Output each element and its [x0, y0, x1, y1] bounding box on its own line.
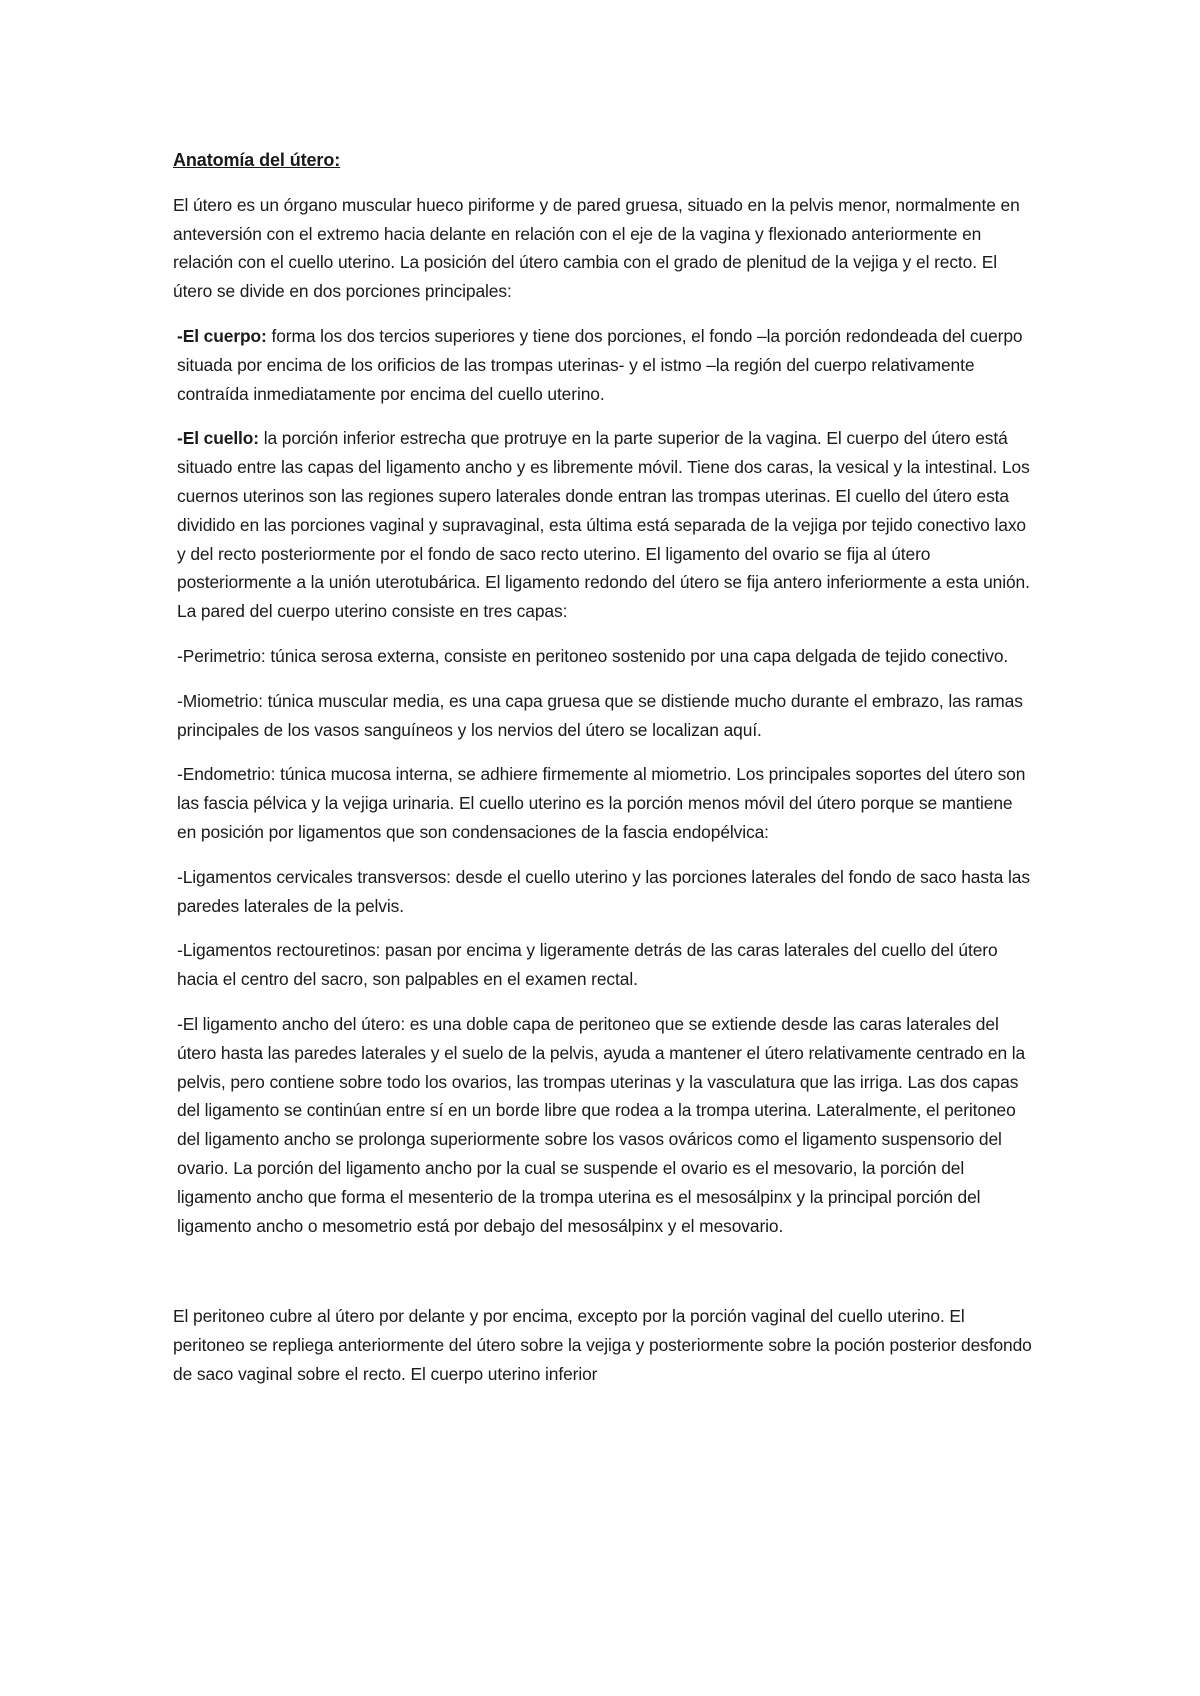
perimetrio-paragraph: -Perimetrio: túnica serosa externa, consiste en peritoneo sostenido por una capa delgada de tejido conectivo. — [177, 645, 1009, 666]
cuerpo-heading: -El cuerpo: — [177, 325, 267, 346]
document-title: Anatomía del útero: — [173, 150, 341, 170]
ligamentos-cervicales-paragraph: -Ligamentos cervicales transversos: desde el cuello uterino y las porciones laterales del fondo de saco hasta las paredes laterales de la pelvis. — [177, 866, 1030, 916]
endometrio-paragraph: -Endometrio: túnica mucosa interna, se adhiere firmemente al miometrio. Los principales soportes del útero son las fascia pélvica y la vejiga urinaria. El cuello uterino es la porción menos móvil del útero porque se mantiene en posición por ligamentos que son condensaciones de la fascia endopélvica: — [177, 764, 1026, 842]
miometrio-paragraph: -Miometrio: túnica muscular media, es una capa gruesa que se distiende mucho durante el embrazo, las ramas principales de los vasos sanguíneos y los nervios del útero se localizan aquí. — [177, 690, 1023, 740]
paragraph-spacer — [173, 1256, 1033, 1302]
intro-paragraph: El útero es un órgano muscular hueco piriforme y de pared gruesa, situado en la pelvis menor, normalmente en anteversión con el extremo hacia delante en relación con el eje de la vagina y flexionado anteriormente en relación con el cuello uterino. La posición del útero cambia con el grado de plenitud de la vejiga y el recto. El útero se divide en dos porciones principales: — [173, 194, 1020, 302]
cuerpo-text: forma los dos tercios superiores y tiene dos porciones, el fondo –la porción redondeada del cuerpo situada por encima de los orificios de las trompas uterinas- y el istmo –la región del cuerpo relativamente contraída inmediatamente por encima del cuello uterino. — [177, 325, 1023, 404]
peritoneo-paragraph: El peritoneo cubre al útero por delante y por encima, excepto por la porción vaginal del cuello uterino. El peritoneo se repliega anteriormente del útero sobre la vejiga y posteriormente sobre la poción posterior desfondo de saco vaginal sobre el recto. El cuerpo uterino inferior — [173, 1306, 1032, 1384]
cuello-paragraph — [177, 424, 1033, 626]
cuello-heading: -El cuello: — [177, 428, 259, 449]
ligamento-ancho-paragraph: -El ligamento ancho del útero: es una doble capa de peritoneo que se extiende desde las caras laterales del útero hasta las paredes laterales y el suelo de la pelvis, ayuda a mantener el útero relativamente centrado en la pelvis, pero contiene sobre todo los ovarios, las trompas uterinas y la vasculatura que las irriga. Las dos capas del ligamento se continúan entre sí en un borde libre que rodea a la trompa uterina. Lateralmente, el peritoneo del ligamento ancho se prolonga superiormente sobre los vasos ováricos como el ligamento suspensorio del ovario. La porción del ligamento ancho por la cual se suspende el ovario es el mesovario, la porción del ligamento ancho que forma el mesenterio de la trompa uterina es el mesosálpinx y la principal porción del ligamento ancho o mesometrio está por debajo del mesosálpinx y el mesovario. — [177, 1013, 1026, 1236]
cuerpo-paragraph — [177, 322, 1033, 408]
cuello-text: la porción inferior estrecha que protruye en la parte superior de la vagina. El cuerpo del útero está situado entre las capas del ligamento ancho y es libremente móvil. Tiene dos caras, la vesical y la intestinal. Los cuernos uterinos son las regiones supero laterales donde entran las trompas uterinas. El cuello del útero esta dividido en las porciones vaginal y supravaginal, esta última está separada de la vejiga por tejido conectivo laxo y del recto posteriormente por el fondo de saco recto uterino. El ligamento del ovario se fija al útero posteriormente a la unión uterotubárica. El ligamento redondo del útero se fija antero inferiormente a esta unión. La pared del cuerpo uterino consiste en tres capas: — [177, 428, 1030, 622]
document-body — [173, 146, 1033, 1405]
ligamentos-rectouretinos-paragraph: -Ligamentos rectouretinos: pasan por encima y ligeramente detrás de las caras laterales del cuello del útero hacia el centro del sacro, son palpables en el examen rectal. — [177, 940, 998, 990]
